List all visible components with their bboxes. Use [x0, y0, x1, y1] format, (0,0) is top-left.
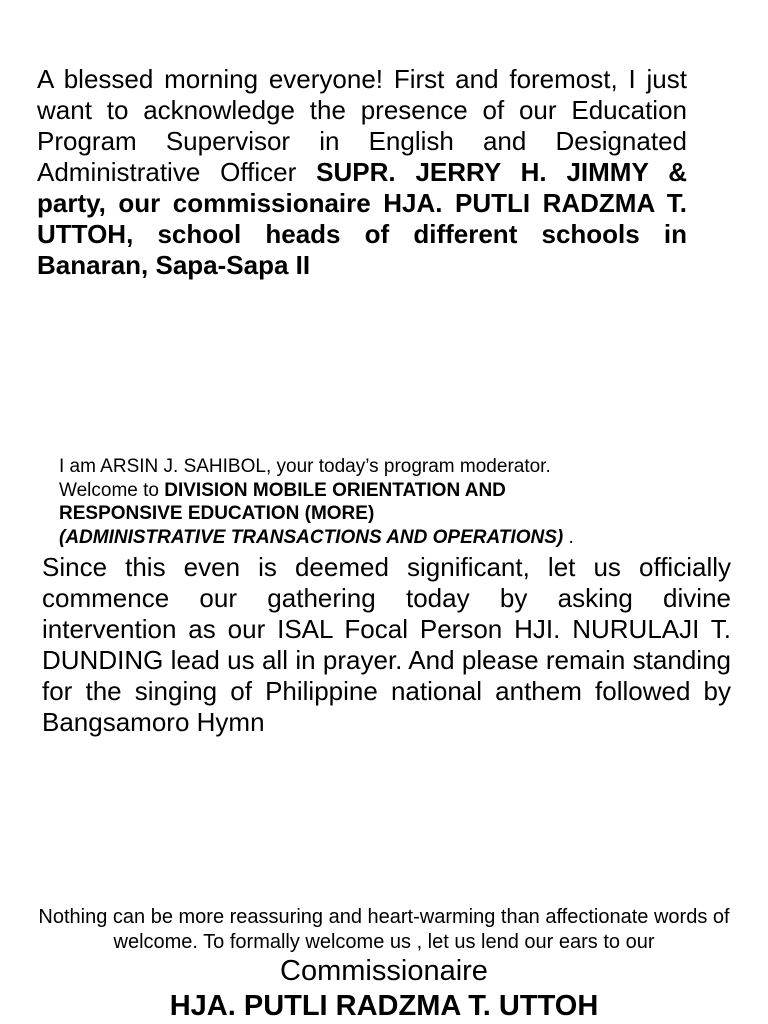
- opening-paragraph: [37, 64, 687, 281]
- event-title-line1: DIVISION MOBILE ORIENTATION AND: [164, 479, 506, 501]
- welcome-line: [59, 479, 699, 503]
- opening-text: A blessed morning everyone! First and foremost, I just want to acknowledge the presence of our Education Program Supervisor in English and Designated Administrative Officer: [37, 64, 687, 187]
- end-punct: .: [563, 526, 574, 548]
- welcome-prefix: Welcome to: [59, 479, 165, 501]
- prayer-paragraph: Since this even is deemed significant, let us officially commence our gathering today by asking divine intervention as our ISAL Focal Person HJI. NURULAJI T. DUNDING lead us all in prayer. And please remain standing for the singing of Philippine national anthem followed by Bangsamoro Hymn: [42, 552, 731, 737]
- event-title-line2: RESPONSIVE EDUCATION (MORE): [59, 503, 375, 524]
- opening-honorees: SUPR. JERRY H. JIMMY & party, our commissionaire HJA. PUTLI RADZMA T. UTTOH, school heads of different schools in Banaran, Sapa-Sapa II: [37, 157, 687, 280]
- commissioner-title: Commissionaire: [280, 955, 488, 987]
- moderator-paragraph: [59, 455, 699, 549]
- commissioner-name: HJA. PUTLI RADZMA T. UTTOH: [169, 990, 599, 1022]
- moderator-intro: I am ARSIN J. SAHIBOL, your today’s program moderator.: [59, 456, 551, 477]
- event-subtitle: (ADMINISTRATIVE TRANSACTIONS AND OPERATIONS): [59, 526, 564, 548]
- welcome-paragraph: Nothing can be more reassuring and heart-warming than affectionate words of welcome. To formally welcome us , let us lend our ears to our: [38, 906, 730, 953]
